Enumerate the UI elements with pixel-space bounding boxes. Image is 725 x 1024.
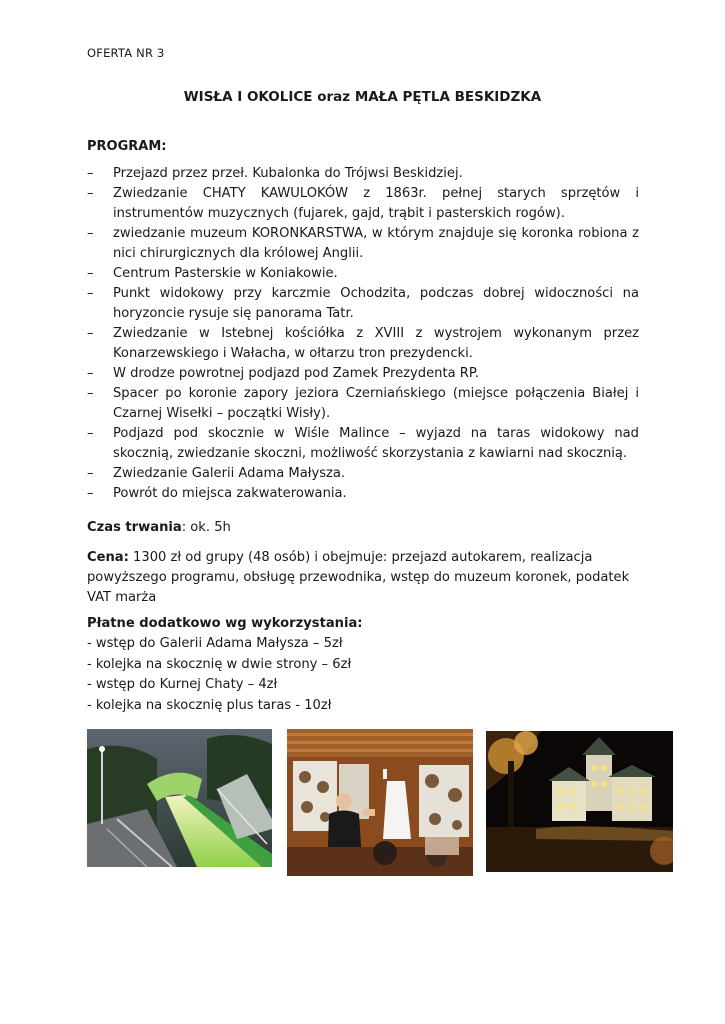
list-item: - kolejka na skocznię w dwie strony – 6zł <box>87 656 352 672</box>
duration-value: ok. 5h <box>190 520 231 535</box>
extras-list <box>87 634 351 716</box>
bullet-dash: – <box>87 426 94 441</box>
list-item <box>87 464 639 484</box>
list-item <box>87 364 639 384</box>
list-item: - wstęp do Kurnej Chaty – 4zł <box>87 677 278 692</box>
bullet-dash: – <box>87 226 94 241</box>
list-item <box>87 164 639 184</box>
document-title: WISŁA I OKOLICE oraz MAŁA PĘTLA BESKIDZKA <box>183 89 542 105</box>
bullet-dash: – <box>87 186 94 201</box>
price-label: Cena: <box>87 550 129 565</box>
list-item: - kolejka na skocznię plus taras - 10zł <box>87 697 332 713</box>
offer-number: OFERTA NR 3 <box>87 46 165 60</box>
duration-label: Czas trwania <box>87 520 182 535</box>
bullet-dash: – <box>87 166 94 181</box>
list-item-text: Spacer po koronie zapory jeziora Czerniańskiego (miejsce połączenia Białej i Czarnej Wisełki – początki Wisły). <box>113 386 639 421</box>
list-item: - wstęp do Galerii Adama Małysza – 5zł <box>87 636 343 651</box>
list-item <box>87 424 639 464</box>
castle-night-photo <box>486 731 673 872</box>
list-item <box>87 284 639 324</box>
list-item-text: Zwiedzanie w Istebnej kościółka z XVIII z wystrojem wykonanym przez Konarzewskiego i Wałacha, w ołtarzu tron prezydencki. <box>113 326 639 361</box>
list-item <box>87 224 639 264</box>
ski-jump-photo <box>87 729 272 867</box>
list-item-text: Przejazd przez przeł. Kubalonka do Trójwsi Beskidziej. <box>113 166 463 181</box>
extras-heading: Płatne dodatkowo wg wykorzystania: <box>87 616 363 631</box>
list-item-text: zwiedzanie muzeum KORONKARSTWA, w którym znajduje się koronka robiona z nici chirurgicznych dla królowej Anglii. <box>113 226 639 261</box>
list-item-text: Powrót do miejsca zakwaterowania. <box>113 486 347 501</box>
bullet-dash: – <box>87 486 94 501</box>
duration-line <box>87 518 639 538</box>
lace-museum-photo <box>287 729 473 876</box>
program-list <box>87 164 639 504</box>
price-value: 1300 zł od grupy (48 osób) i obejmuje: przejazd autokarem, realizacja powyższego programu, obsługę przewodnika, wstęp do muzeum koronek, podatek VAT marża <box>87 550 630 605</box>
list-item <box>87 264 639 284</box>
bullet-dash: – <box>87 286 94 301</box>
list-item-text: Punkt widokowy przy karczmie Ochodzita, podczas dobrej widoczności na horyzoncie rysuje się panorama Tatr. <box>113 286 639 321</box>
bullet-dash: – <box>87 366 94 381</box>
duration-sep: : <box>181 520 191 535</box>
list-item-text: Podjazd pod skocznie w Wiśle Malince – wyjazd na taras widokowy nad skocznią, zwiedzanie skoczni, możliwość skorzystania z kawiarni nad skocznią. <box>113 426 639 461</box>
list-item <box>87 184 639 224</box>
list-item-text: Zwiedzanie CHATY KAWULOKÓW z 1863r. pełnej starych sprzętów i instrumentów muzycznych (fujarek, gajd, trąbit i pasterskich rogów). <box>113 186 639 221</box>
bullet-dash: – <box>87 386 94 401</box>
program-heading: PROGRAM: <box>87 139 167 154</box>
list-item-text: Centrum Pasterskie w Koniakowie. <box>113 266 338 281</box>
price-paragraph <box>87 548 639 608</box>
list-item <box>87 384 639 424</box>
list-item <box>87 324 639 364</box>
bullet-dash: – <box>87 466 94 481</box>
list-item-text: W drodze powrotnej podjazd pod Zamek Prezydenta RP. <box>113 366 479 381</box>
list-item-text: Zwiedzanie Galerii Adama Małysza. <box>113 466 346 481</box>
bullet-dash: – <box>87 266 94 281</box>
bullet-dash: – <box>87 326 94 341</box>
list-item <box>87 484 639 504</box>
